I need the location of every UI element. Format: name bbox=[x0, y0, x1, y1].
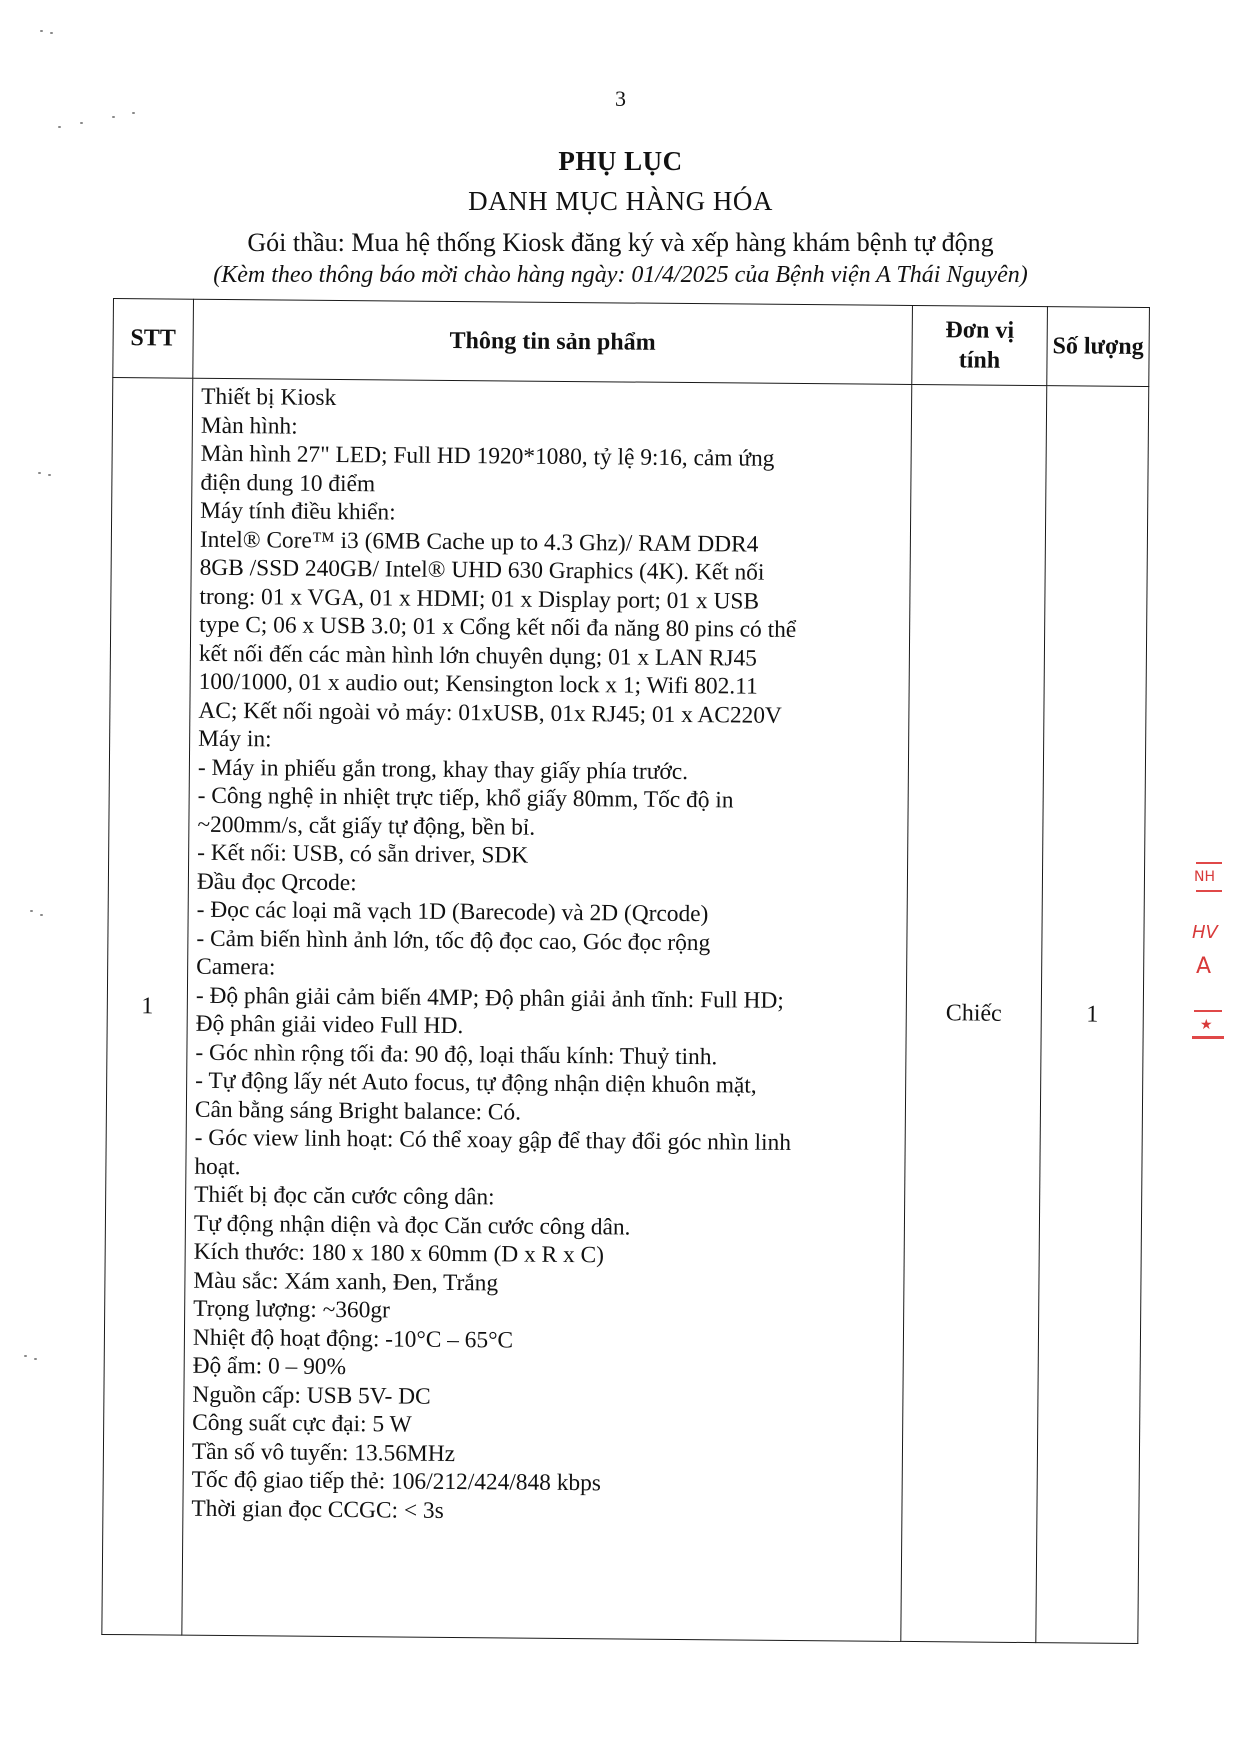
scan-speck bbox=[112, 116, 115, 118]
spec-line: trong: 01 x VGA, 01 x HDMI; 01 x Display port; 01 x USB bbox=[199, 583, 760, 615]
stamp-line bbox=[1194, 1010, 1222, 1012]
spec-line: Thiết bị Kiosk bbox=[201, 383, 337, 411]
spec-line: Camera: bbox=[196, 953, 276, 981]
table-header-row bbox=[113, 299, 1150, 387]
cell-product-info bbox=[182, 378, 912, 1641]
spec-line: Intel® Core™ i3 (6MB Cache up to 4.3 Ghz)/ RAM DDR4 bbox=[199, 526, 759, 558]
scan-speck bbox=[80, 122, 83, 124]
spec-line: - Kết nối: USB, có sẵn driver, SDK bbox=[197, 839, 529, 869]
cell-unit: Chiếc bbox=[901, 384, 1047, 1642]
stamp-line bbox=[1196, 862, 1222, 864]
spec-line: AC; Kết nối ngoài vỏ máy: 01xUSB, 01x RJ45; 01 x AC220V bbox=[198, 697, 782, 729]
cell-stt: 1 bbox=[102, 378, 193, 1636]
red-stamp-fragment bbox=[1188, 850, 1228, 1050]
spec-line: Tốc độ giao tiếp thẻ: 106/212/424/848 kbps bbox=[191, 1466, 602, 1497]
scan-speck bbox=[40, 914, 43, 916]
scan-speck bbox=[34, 1358, 37, 1360]
document-title: PHỤ LỤC bbox=[558, 146, 683, 176]
scan-speck bbox=[132, 112, 135, 114]
product-spec-list bbox=[191, 383, 903, 1529]
stamp-line bbox=[1192, 1036, 1224, 1039]
stamp-line bbox=[1196, 890, 1222, 892]
spec-line: 100/1000, 01 x audio out; Kensington lock x 1; Wifi 802.11 bbox=[198, 668, 758, 700]
stamp-text: ★ bbox=[1200, 1017, 1213, 1033]
spec-line: - Cảm biến hình ảnh lớn, tốc độ đọc cao, Góc đọc rộng bbox=[196, 925, 711, 956]
spec-line: type C; 06 x USB 3.0; 01 x Cổng kết nối đa năng 80 pins có thể bbox=[199, 611, 797, 643]
scan-speck bbox=[50, 32, 53, 34]
header-quantity: Số lượng bbox=[1047, 307, 1150, 387]
scan-speck bbox=[24, 1355, 27, 1357]
spec-line: - Góc view linh hoạt: Có thể xoay gập để thay đổi góc nhìn linh bbox=[194, 1124, 792, 1156]
stamp-text: HV bbox=[1192, 922, 1218, 943]
header-product-info: Thông tin sản phẩm bbox=[193, 299, 913, 384]
spec-line: Độ phân giải video Full HD. bbox=[195, 1010, 464, 1040]
spec-line: Tần số vô tuyến: 13.56MHz bbox=[191, 1438, 456, 1467]
spec-line: Màu sắc: Xám xanh, Đen, Trắng bbox=[193, 1267, 499, 1296]
stamp-text: A bbox=[1196, 954, 1212, 979]
document-subtitle: DANH MỤC HÀNG HÓA bbox=[468, 186, 773, 216]
spec-line: Công suất cực đại: 5 W bbox=[192, 1409, 412, 1438]
spec-line: hoạt. bbox=[194, 1153, 241, 1180]
spec-line: - Độ phân giải cảm biến 4MP; Độ phân giải ảnh tĩnh: Full HD; bbox=[195, 982, 784, 1014]
scan-speck bbox=[40, 30, 43, 32]
spec-line: Nhiệt độ hoạt động: -10°C – 65°C bbox=[192, 1324, 514, 1354]
header-stt: STT bbox=[113, 299, 194, 379]
spec-line: Độ ẩm: 0 – 90% bbox=[192, 1352, 347, 1381]
spec-line: Máy in: bbox=[198, 725, 272, 753]
spec-line: Đầu đọc Qrcode: bbox=[196, 868, 357, 896]
spec-line: Nguồn cấp: USB 5V- DC bbox=[192, 1381, 431, 1410]
scan-speck bbox=[48, 474, 51, 476]
spec-line: điện dung 10 điểm bbox=[200, 469, 376, 497]
stamp-text: NH bbox=[1194, 869, 1215, 885]
table-row bbox=[102, 378, 1149, 1644]
page-number: 3 bbox=[615, 86, 626, 111]
header-unit-line-1: Đơn vị bbox=[945, 317, 1015, 344]
spec-line: Thời gian đọc CCGC: < 3s bbox=[191, 1495, 444, 1524]
attachment-note: (Kèm theo thông báo mời chào hàng ngày: 01/4/2025 của Bệnh viện A Thái Nguyên) bbox=[213, 262, 1028, 288]
scan-speck bbox=[30, 910, 33, 912]
header-unit bbox=[912, 305, 1048, 385]
package-description: Gói thầu: Mua hệ thống Kiosk đăng ký và xếp hàng khám bệnh tự động bbox=[247, 228, 994, 257]
spec-line: Màn hình 27" LED; Full HD 1920*1080, tỷ lệ 9:16, cảm ứng bbox=[200, 440, 775, 472]
scan-speck bbox=[58, 126, 61, 128]
goods-table bbox=[101, 298, 1150, 1644]
spec-line: Màn hình: bbox=[200, 412, 298, 440]
spec-line: Tự động nhận diện và đọc Căn cước công dân. bbox=[193, 1210, 631, 1241]
spec-line: - Góc nhìn rộng tối đa: 90 độ, loại thấu kính: Thuỷ tinh. bbox=[195, 1039, 718, 1070]
spec-line: Cân bằng sáng Bright balance: Có. bbox=[194, 1096, 522, 1126]
scan-speck bbox=[38, 472, 41, 474]
spec-line: Máy tính điều khiển: bbox=[200, 497, 396, 526]
spec-line: kết nối đến các màn hình lớn chuyên dụng; 01 x LAN RJ45 bbox=[198, 640, 758, 672]
spec-line: - Đọc các loại mã vạch 1D (Barecode) và 2D (Qrcode) bbox=[196, 896, 709, 928]
cell-quantity: 1 bbox=[1036, 386, 1149, 1644]
spec-line: Thiết bị đọc căn cước công dân: bbox=[194, 1181, 495, 1211]
spec-line: - Tự động lấy nét Auto focus, tự động nhận diện khuôn mặt, bbox=[195, 1067, 757, 1099]
spec-line: - Công nghệ in nhiệt trực tiếp, khổ giấy 80mm, Tốc độ in bbox=[197, 782, 734, 814]
header-unit-line-2: tính bbox=[958, 347, 1001, 374]
spec-line: ~200mm/s, cắt giấy tự động, bền bỉ. bbox=[197, 811, 536, 841]
spec-line: - Máy in phiếu gắn trong, khay thay giấy phía trước. bbox=[197, 754, 689, 785]
spec-line: Kích thước: 180 x 180 x 60mm (D x R x C) bbox=[193, 1238, 605, 1269]
spec-line: 8GB /SSD 240GB/ Intel® UHD 630 Graphics (4K). Kết nối bbox=[199, 554, 765, 586]
spec-line: Trọng lượng: ~360gr bbox=[193, 1295, 390, 1324]
